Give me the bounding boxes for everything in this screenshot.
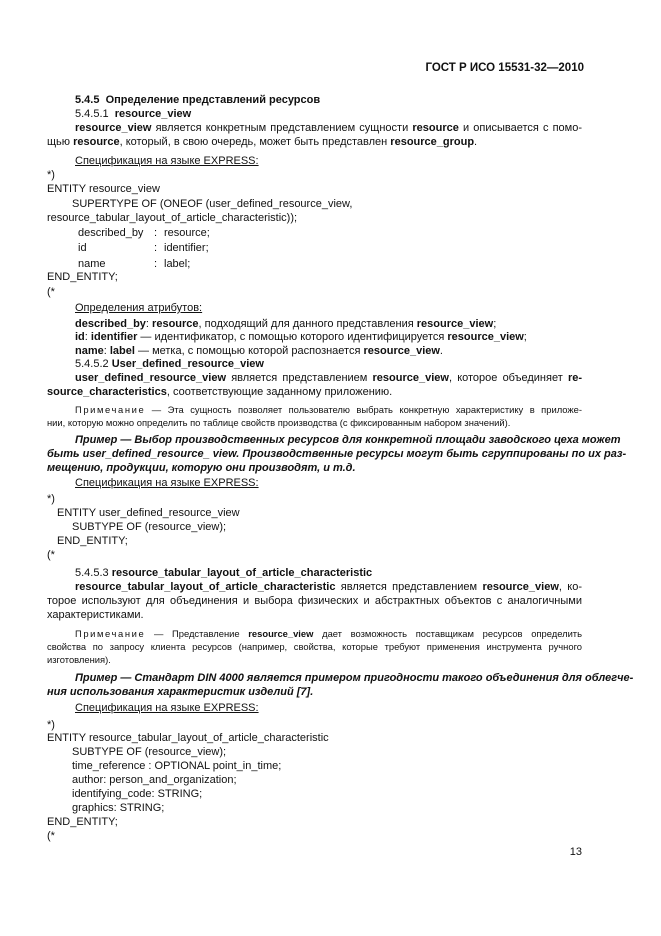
term: resource_view (416, 318, 494, 330)
code-attribute-row (78, 258, 190, 272)
paragraph-user-defined-line-1 (75, 372, 582, 386)
text: ; (523, 331, 527, 343)
subsection-heading-5-4-5-1 (75, 108, 191, 122)
code-supertype-line: SUPERTYPE OF (ONEOF (user_defined_resource_view, (72, 198, 353, 210)
text: : (84, 331, 91, 343)
term: resource_view (248, 628, 314, 639)
attribute-definition-name (75, 345, 443, 359)
subsection-number: 5.4.5.3 (75, 567, 112, 579)
term: resource_view (372, 372, 449, 384)
example-user-defined-line-2: быть user_defined_resource_ view. Производственные ресурсы могут быть сгруппированы по их раз- (47, 448, 627, 460)
example-tabular-layout-line-1: Пример — Стандарт DIN 4000 является примером пригодности такого объединения для облегче- (75, 672, 634, 684)
note-label: Примечание (75, 404, 146, 415)
code-entity-line: ENTITY resource_tabular_layout_of_article_characteristic (47, 732, 329, 744)
subsection-title: resource_tabular_layout_of_article_characteristic (111, 567, 373, 579)
text: является представлением (335, 581, 483, 593)
term: resource_view (482, 581, 559, 593)
note-label: Примечание (75, 628, 146, 639)
term: user_defined_resource_view (75, 372, 227, 384)
code-end-entity: END_ENTITY; (47, 271, 118, 283)
text: : (145, 318, 153, 330)
attribute-name: id (78, 242, 87, 254)
text: — Представление (145, 628, 249, 639)
attribute-type: resource; (164, 227, 210, 239)
paragraph-tabular-layout-line-3: характеристиками. (47, 609, 144, 621)
subsection-heading-5-4-5-3 (75, 567, 372, 581)
section-number: 5.4.5 (75, 94, 100, 106)
paragraph-tabular-layout-line-2: торое используют для объединения и выбора физических и абстрактных объектов с аналогичными (47, 595, 582, 607)
term: re- (567, 372, 582, 384)
code-close-comment: (* (47, 830, 55, 842)
code-end-entity: END_ENTITY; (47, 816, 118, 828)
subsection-heading-5-4-5-2 (75, 358, 264, 372)
code-subtype-line: SUBTYPE OF (resource_view); (72, 746, 227, 758)
code-entity-line: ENTITY user_defined_resource_view (57, 507, 240, 519)
attribute-colon: : (154, 258, 158, 270)
section-heading-5-4-5 (75, 94, 320, 108)
attribute-type: identifier; (164, 242, 209, 254)
document-code-header: ГОСТ Р ИСО 15531-32—2010 (425, 62, 584, 74)
term: resource (73, 136, 120, 148)
code-attribute-line: author: person_and_organization; (72, 774, 237, 786)
subsection-number: 5.4.5.2 (75, 358, 112, 370)
attribute-type: label; (164, 258, 191, 270)
paragraph-tabular-layout-line-1 (75, 581, 582, 595)
express-spec-label-2: Спецификация на языке EXPRESS: (75, 477, 259, 489)
code-open-comment: *) (47, 719, 55, 731)
paragraph-resource-view-line-1 (75, 122, 582, 136)
text: , которое объединяет (448, 372, 568, 384)
term: name (75, 345, 104, 357)
code-subtype-line: SUBTYPE OF (resource_view); (72, 521, 227, 533)
example-user-defined-line-1: Пример — Выбор производственных ресурсов для конкретной площади заводского цеха может (75, 434, 621, 446)
attribute-name: described_by (78, 227, 144, 239)
code-attribute-line: time_reference : OPTIONAL point_in_time; (72, 760, 282, 772)
term: source_characteristics (47, 386, 167, 398)
code-attribute-row (78, 227, 210, 241)
express-spec-label-3: Спецификация на языке EXPRESS: (75, 702, 259, 714)
attribute-colon: : (154, 227, 158, 239)
term: id (75, 331, 85, 343)
express-spec-label-1: Спецификация на языке EXPRESS: (75, 155, 259, 167)
code-attribute-line: identifying_code: STRING; (72, 788, 203, 800)
text: — идентификатор, с помощью которого идентифицируется (137, 331, 448, 343)
term: resource (412, 122, 459, 134)
subsection-number: 5.4.5.1 (75, 108, 109, 120)
text: , ко- (558, 581, 582, 593)
term: label (109, 345, 135, 357)
term: resource_group (390, 136, 475, 148)
section-title: Определение представлений ресурсов (105, 94, 321, 106)
code-close-comment: (* (47, 549, 55, 561)
paragraph-resource-view-line-2 (47, 136, 477, 150)
code-end-entity: END_ENTITY; (57, 535, 128, 547)
text: , который, в свою очередь, может быть представлен (119, 136, 391, 148)
term: resource (152, 318, 199, 330)
code-open-comment: *) (47, 493, 55, 505)
term: resource_tabular_layout_of_article_characteristic (75, 581, 336, 593)
text: . (474, 136, 478, 148)
text: — Эта сущность позволяет пользователю выбрать конкретную характеристику в приложе- (145, 404, 582, 415)
attribute-name: name (78, 258, 106, 270)
paragraph-user-defined-line-2 (47, 386, 392, 400)
note-user-defined-line-1 (75, 404, 582, 416)
page-number: 13 (569, 846, 582, 858)
text: и описывается с помо- (458, 122, 582, 134)
code-attribute-line: graphics: STRING; (72, 802, 165, 814)
attribute-definition-id (75, 331, 527, 345)
subsection-title: resource_view (114, 108, 192, 120)
code-attribute-row (78, 242, 209, 256)
code-supertype-cont-line: resource_tabular_layout_of_article_characteristic)); (47, 212, 298, 224)
attribute-definition-described-by (75, 318, 496, 332)
text: , подходящий для данного представления (198, 318, 417, 330)
text: . (439, 345, 443, 357)
code-open-comment: *) (47, 169, 55, 181)
term: identifier (90, 331, 138, 343)
note-user-defined-line-2: нии, которую можно определить по таблице свойств производства (с фиксированным набором значений). (47, 417, 511, 428)
term: resource_view (363, 345, 440, 357)
text: , соответствующие заданному приложению. (166, 386, 393, 398)
code-entity-line: ENTITY resource_view (47, 183, 160, 195)
code-close-comment: (* (47, 286, 55, 298)
note-tabular-layout-line-2: свойства по запросу клиента ресурсов (например, свойства, которые требуют применения инструмента ручного (47, 641, 582, 652)
term: resource_view (75, 122, 152, 134)
example-user-defined-line-3: мещению, продукции, которую они производят, и т.д. (47, 462, 356, 474)
attribute-colon: : (154, 242, 158, 254)
text: дает возможность поставщикам ресурсов определить (313, 628, 582, 639)
subsection-title: User_defined_resource_view (111, 358, 264, 370)
text: щью (47, 136, 74, 148)
attribute-definitions-label: Определения атрибутов: (75, 302, 203, 314)
example-tabular-layout-line-2: ния использования характеристик изделий [7]. (47, 686, 314, 698)
text: — метка, с помощью которой распознается (134, 345, 364, 357)
text: ; (493, 318, 497, 330)
note-tabular-layout-line-1 (75, 628, 582, 640)
note-tabular-layout-line-3: изготовления). (47, 654, 111, 665)
text: является конкретным представлением сущности (151, 122, 413, 134)
term: described_by (75, 318, 146, 330)
term: resource_view (447, 331, 524, 343)
text: : (103, 345, 110, 357)
text: является представлением (226, 372, 373, 384)
